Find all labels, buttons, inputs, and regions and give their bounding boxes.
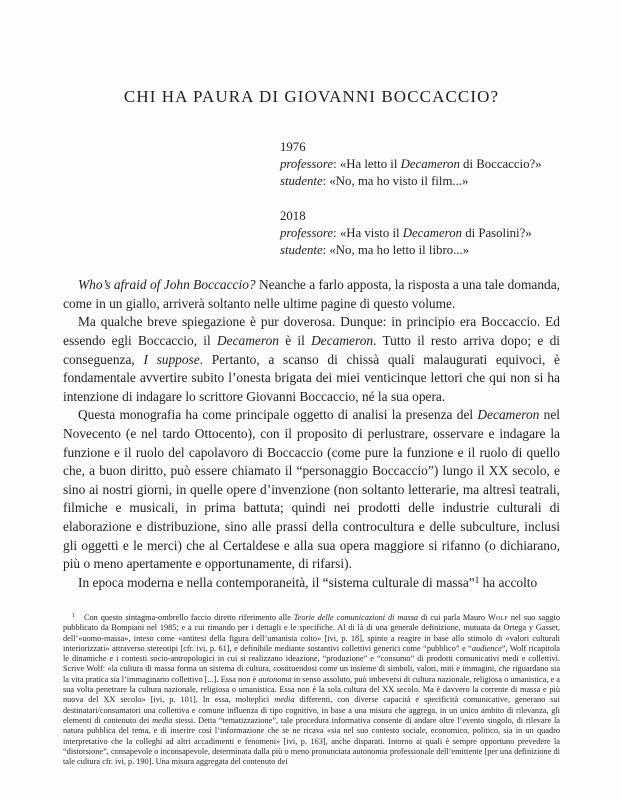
body-paragraph: In epoca moderna e nella contemporaneità, il “sistema culturale di massa”$^1$ ha accolto: [78, 574, 538, 590]
text-block: [63, 0, 560, 592]
body-paragraph: Questa monografia ha come principale oggetto di analisi la presenza del Decameron nel Novecento (e nel tardo Ottocento), con il proposito di perlustrare, osservare e indagare la funzione e il ruolo del capolavoro di Boccaccio (come pure la funzione e il ruolo di quello che, a buon diritto, può essere chiamato il “personaggio Boccaccio”) lungo il XX secolo, e sino ai nostri giorni, in quelle opere d’invenzione (non soltanto letterarie, ma altresì teatrali, filmiche e musicali, in prima battuta; quindi nei prodotti delle industrie culturali di elaborazione e distribuzione, sino alle prassi della controcultura e delle subculture, inclusi gli oggetti e le merci) che al Certaldese e alla sua opera maggiore si rifanno (o dichiarano, più o meno apertamente e opportunamente, di rifarsi).: [63, 407, 560, 572]
epigraph-professor-line: professore: «Ha visto il Decameron di Pasolini?»: [280, 225, 532, 240]
page-title: CHI HA PAURA DI GIOVANNI BOCCACCIO?: [123, 87, 500, 106]
footnote: [63, 611, 560, 767]
footnote-text: Con questo sintagma-ombrello faccio diretto riferimento alle Teorie delle comunicazioni di massa di cui parla Mauro Wolf nel suo saggio pubblicato da Bompiani nel 1985; e a cui rimando per i dettagli e le specifiche. Al di là di una generale definizione, mutuata da Ortega y Gasset, dell’«uomo-massa», inteso come «antitesi della figura dell’umanista colto» [ivi, p. 18], spinto a reagire in base allo stimolo di «valori culturali interiorizzati» attraverso stereotipi [cfr. ivi, p. 61], e definibile mediante sostantivi collettivi generici come “pubblico” e “audience”, Wolf ricapitola le dinamiche e i contesti socio-antropologici in cui si realizzano ideazione, “produzione” e “consumo” di prodotti comunicativi medi e collettivi. Scrive Wolf: «la cultura di massa forma un sistema di cultura, costituendosi come un insieme di simboli, valori, miti e immagini, che riguardano sia la vita pratica sia l’immaginario collettivo [...]. Essa non è autonoma in senso assoluto, può imbeversi di cultura nazionale, religiosa o umanistica, e a sua volta penetrare la cultura nazionale, religiosa o umanistica. Essa non è la sola cultura del XX secolo. Ma è davvero la corrente di massa e più nuova del XX secolo» [ivi, p. 101]. In essa, molteplici media differenti, con diverse capacità e specificità comunicative, generano sui destinatari/consumatori una collettiva e comune influenza di tipo cognitivo, in base a una misura che aggrega, in un unico ambito di rilevanza, gli elementi di contenuto dei media stessi. Detta “tematizzazione”, tale procedura informativa consente di andare oltre l’evento singolo, di rilevare la natura pubblica del tema, e di inserire così l’informazione che se ne ricava «sia nel suo contesto sociale, economico, politico, sia in un quadro interpretativo che la colleghi ad altri accadimenti e fenomeni» [ivi, p. 163], anche disparati. Intorno ai quali è sempre opportuno prevedere la “distorsione”, consapevole o inconsapevole, determinata dalla più o meno pronunciata autonomia professionale dell’emittente [per una definizione di tale cultura cfr. ivi, p. 190]. Una misura aggregata del contenuto dei: [63, 613, 560, 767]
epigraph-year: 1976: [280, 140, 306, 154]
body-text: [63, 276, 560, 592]
epigraph: [280, 208, 560, 260]
epigraph-professor-line: professore: «Ha letto il Decameron di Boccaccio?»: [280, 157, 542, 172]
footnote-marker: 1: [72, 613, 75, 619]
body-paragraph: Who’s afraid of John Boccaccio? Neanche a farlo apposta, la risposta a una tale domanda, come in un giallo, arriverà soltanto nelle ultime pagine di questo volume.: [63, 277, 560, 311]
epigraph: [280, 139, 560, 191]
epigraph-year: 2018: [280, 208, 306, 223]
epigraphs-section: [280, 139, 560, 259]
footnotes-section: [63, 611, 560, 767]
epigraph-student-line: studente: «No, ma ho visto il film...»: [280, 174, 469, 189]
body-paragraph: Ma qualche breve spiegazione è pur doverosa. Dunque: in principio era Boccaccio. Ed essendo egli Boccaccio, il Decameron è il Decameron. Tutto il resto arriva dopo; e di conseguenza, I suppose. Pertanto, a scanso di chissà quali malaugurati equivoci, è fondamentale avvertire subito l’onesta brigata dei miei venticinque lettori che qui non si ha intenzione di indagare lo scrittore Giovanni Boccaccio, né la sua opera.: [63, 314, 560, 404]
epigraph-student-line: studente: «No, ma ho letto il libro...»: [280, 243, 470, 258]
